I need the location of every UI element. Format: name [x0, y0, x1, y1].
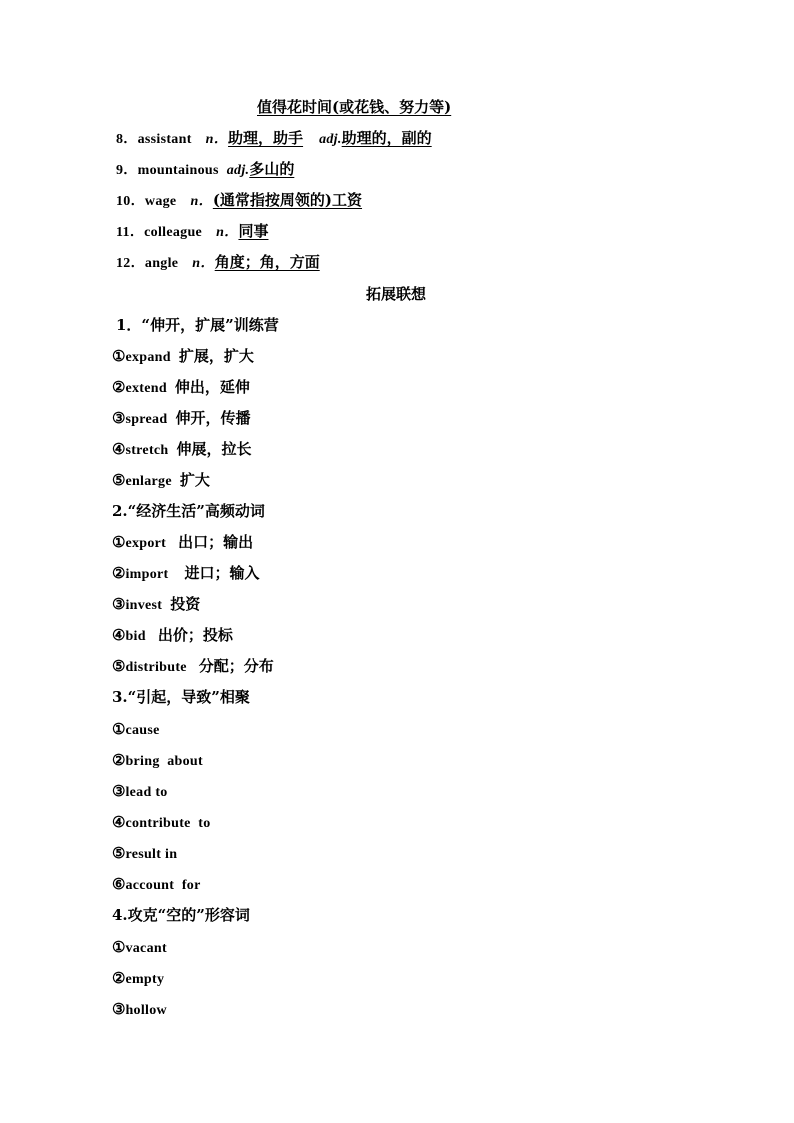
vocab-top-definition [257, 97, 451, 117]
list-item [112, 594, 200, 616]
item-marker: ② [112, 751, 126, 769]
definition-text: (通常指按周领的)工资 [212, 191, 363, 209]
vocab-word: colleague [144, 225, 203, 240]
meaning-text: 出口；输出 [178, 533, 254, 551]
group-heading: 4.攻克“空的”形容词 [112, 906, 250, 924]
meaning-text: 伸出，延伸 [174, 378, 250, 396]
meaning-text: 分配；分布 [198, 657, 274, 675]
vocab-item-8 [116, 128, 432, 150]
vocab-word: cause [125, 723, 160, 738]
vocab-item-10 [116, 190, 362, 212]
item-marker: ① [112, 720, 126, 738]
item-marker: ⑤ [112, 471, 126, 489]
item-marker: ① [112, 938, 126, 956]
item-number: 9． [116, 163, 138, 178]
vocab-word: extend [125, 381, 167, 396]
item-marker: ⑥ [112, 875, 126, 893]
vocab-word: expand [125, 350, 171, 365]
definition-text: 多山的 [249, 160, 295, 178]
definition-text: 同事 [238, 222, 269, 240]
meaning-text: 伸展，拉长 [176, 440, 252, 458]
vocab-word: spread [125, 412, 168, 427]
vocab-word: empty [125, 972, 165, 987]
vocab-word: stretch [125, 443, 169, 458]
definition-text: 角度；角，方面 [214, 253, 320, 271]
definition-text: 值得花时间(或花钱、努力等) [257, 98, 452, 116]
item-marker: ④ [112, 440, 126, 458]
item-marker: ① [112, 347, 126, 365]
item-number: 10． [116, 194, 145, 209]
item-marker: ① [112, 533, 126, 551]
item-marker: ⑤ [112, 657, 126, 675]
vocab-word: enlarge [125, 474, 172, 489]
item-number: 11． [116, 225, 145, 240]
group-heading: 2.“经济生活”高频动词 [112, 502, 265, 520]
part-of-speech: n． [216, 225, 239, 240]
list-item [112, 999, 167, 1021]
part-of-speech: adj. [226, 163, 250, 178]
part-of-speech: n． [190, 194, 213, 209]
vocab-word: account for [125, 878, 201, 893]
part-of-speech: adj. [319, 132, 342, 147]
vocab-word: distribute [125, 660, 187, 675]
vocab-word: result in [125, 847, 178, 862]
vocab-word: bid [125, 629, 146, 644]
item-marker: ② [112, 564, 126, 582]
item-marker: ④ [112, 626, 126, 644]
list-item [112, 812, 211, 834]
vocab-item-11 [116, 221, 268, 243]
item-marker: ③ [112, 782, 126, 800]
list-item [112, 719, 160, 741]
group-heading: 3.“引起，导致”相聚 [112, 688, 250, 706]
meaning-text: 出价；投标 [157, 626, 233, 644]
section-title: 拓展联想 [366, 285, 427, 303]
vocab-word: mountainous [137, 163, 219, 178]
vocab-word: lead to [125, 785, 168, 800]
list-item [112, 346, 254, 368]
list-item [112, 843, 177, 865]
list-item [112, 937, 167, 959]
list-item [112, 781, 168, 803]
item-marker: ③ [112, 595, 126, 613]
item-marker: ② [112, 969, 126, 987]
list-item [112, 750, 203, 772]
list-item [112, 656, 274, 678]
vocab-word: bring about [125, 754, 203, 769]
vocab-word: import [125, 567, 169, 582]
list-item [112, 874, 201, 896]
definition-text: 助理，助手 [228, 129, 304, 147]
vocab-item-12 [116, 252, 320, 274]
vocab-word: angle [144, 256, 179, 271]
list-item [112, 625, 233, 647]
vocab-word: export [125, 536, 167, 551]
meaning-text: 扩展，扩大 [178, 347, 254, 365]
meaning-text: 扩大 [179, 471, 210, 489]
list-item [112, 470, 210, 492]
vocab-word: vacant [125, 941, 167, 956]
list-item [112, 563, 259, 585]
meaning-text: 伸开，传播 [175, 409, 251, 427]
item-number: 12． [116, 256, 145, 271]
item-marker: ③ [112, 1000, 126, 1018]
group-heading: 1．“伸开，扩展”训练营 [116, 316, 279, 334]
vocab-item-9 [116, 159, 294, 181]
list-item [112, 439, 252, 461]
meaning-text: 投资 [170, 595, 201, 613]
vocab-word: assistant [137, 132, 192, 147]
meaning-text: 进口；输入 [184, 564, 260, 582]
vocab-word: invest [125, 598, 163, 613]
list-item [112, 532, 253, 554]
part-of-speech: n． [192, 256, 215, 271]
item-marker: ⑤ [112, 844, 126, 862]
list-item [112, 377, 250, 399]
part-of-speech: n． [205, 132, 229, 147]
item-marker: ④ [112, 813, 126, 831]
list-item [112, 408, 250, 430]
list-item [112, 968, 164, 990]
vocab-word: hollow [125, 1003, 167, 1018]
vocab-word: wage [144, 194, 177, 209]
item-marker: ② [112, 378, 126, 396]
item-number: 8． [116, 132, 138, 147]
item-marker: ③ [112, 409, 126, 427]
definition-text: 助理的，副的 [341, 129, 432, 147]
vocab-word: contribute to [125, 816, 211, 831]
